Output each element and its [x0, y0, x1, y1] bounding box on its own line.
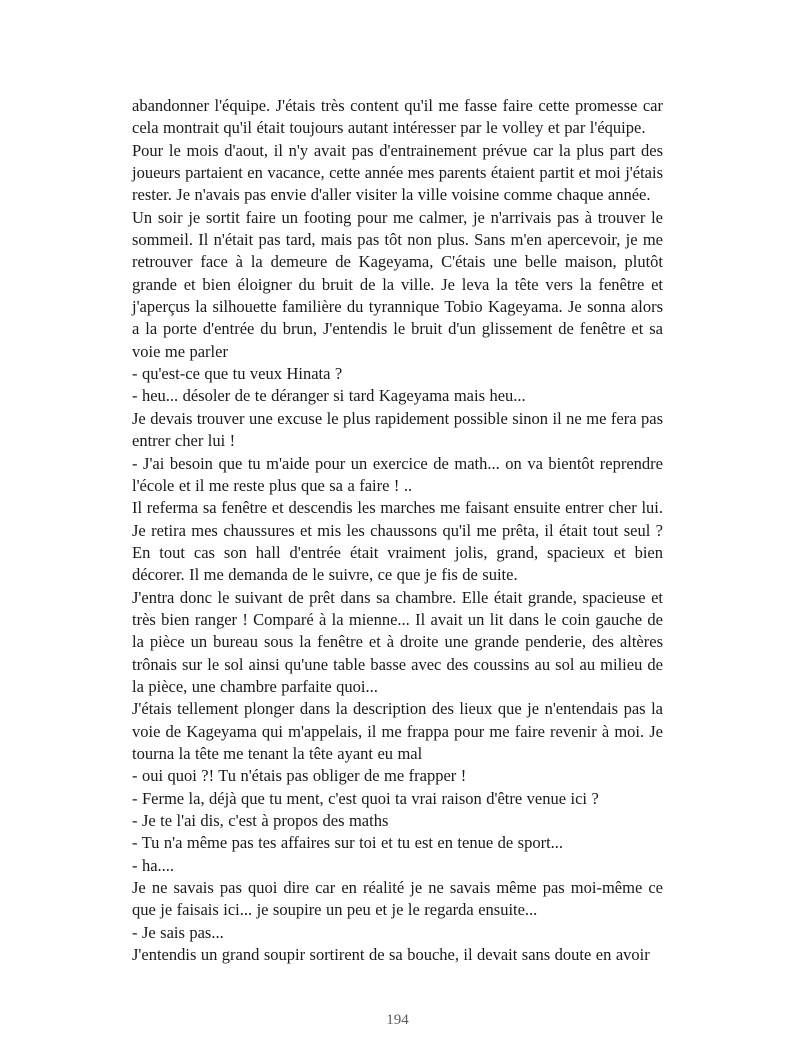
paragraph: Il referma sa fenêtre et descendis les marches me faisant ensuite entrer cher lui. Je retira mes chaussures et mis les chaussons qu'il me prêta, il était tout seul ? En tout cas son hall d'entrée était vraiment jolis, grand, spacieux et bien décorer. Il me demanda de le suivre, ce que je fis de suite.: [132, 498, 663, 585]
paragraph: - Tu n'a même pas tes affaires sur toi et tu est en tenue de sport...: [132, 833, 564, 853]
paragraph: Pour le mois d'aout, il n'y avait pas d'entrainement prévue car la plus part des joueurs partaient en vacance, cette année mes parents étaient partit et moi j'étais rester. Je n'avais pas envie d'aller visiter la ville voisine comme chaque année.: [132, 140, 663, 205]
paragraph: J'entendis un grand soupir sortirent de sa bouche, il devait sans doute en avoir: [132, 945, 650, 965]
page-body: [132, 95, 663, 966]
paragraph: - qu'est-ce que tu veux Hinata ?: [132, 364, 343, 384]
paragraph: - Je sais pas...: [132, 922, 224, 942]
paragraph: - heu... désoler de te déranger si tard Kageyama mais heu...: [132, 386, 526, 406]
paragraph: Je ne savais pas quoi dire car en réalité je ne savais même pas moi-même ce que je faisais ici... je soupire un peu et je le regarda ensuite...: [132, 878, 663, 920]
paragraph: - Je te l'ai dis, c'est à propos des maths: [132, 811, 389, 830]
page-number: 194: [386, 1012, 409, 1028]
paragraph: J'entra donc le suivant de prêt dans sa chambre. Elle était grande, spacieuse et très bien ranger ! Comparé à la mienne... Il avait un lit dans le coin gauche de la pièce un bureau sous la fenêtre et à droite une grande penderie, des altères trônais sur le sol ainsi qu'une table basse avec des coussins au sol au milieu de la pièce, une chambre parfaite quoi...: [132, 587, 663, 696]
paragraph: J'étais tellement plonger dans la description des lieux que je n'entendais pas la voie de Kageyama qui m'appelais, il me frappa pour me faire revenir à moi. Je tourna la tête me tenant la tête ayant eu mal: [132, 699, 663, 763]
paragraph: Je devais trouver une excuse le plus rapidement possible sinon il ne me fera pas entrer cher lui !: [132, 408, 663, 451]
paragraph: abandonner l'équipe. J'étais très content qu'il me fasse faire cette promesse car cela montrait qu'il était toujours autant intéresser par le volley et par l'équipe.: [132, 96, 663, 138]
paragraph: Un soir je sortit faire un footing pour me calmer, je n'arrivais pas à trouver le sommeil. Il n'était pas tard, mais pas tôt non plus. Sans m'en apercevoir, je me retrouver face à la demeure de Kageyama, C'étais une belle maison, plutôt grande et bien éloigner du bruit de la ville. Je leva la tête vers la fenêtre et j'aperçus la silhouette familière du tyrannique Tobio Kageyama. Je sonna alors a la porte d'entrée du brun, J'entendis le bruit d'un glissement de fenêtre et sa voie me parler: [132, 207, 663, 361]
paragraph: - oui quoi ?! Tu n'étais pas obliger de me frapper !: [132, 766, 467, 786]
paragraph: - ha....: [132, 855, 175, 875]
paragraph: - Ferme la, déjà que tu ment, c'est quoi ta vrai raison d'être venue ici ?: [132, 788, 599, 808]
paragraph: - J'ai besoin que tu m'aide pour un exercice de math... on va bientôt reprendre l'école et il me reste plus que sa a faire ! ..: [132, 453, 663, 495]
